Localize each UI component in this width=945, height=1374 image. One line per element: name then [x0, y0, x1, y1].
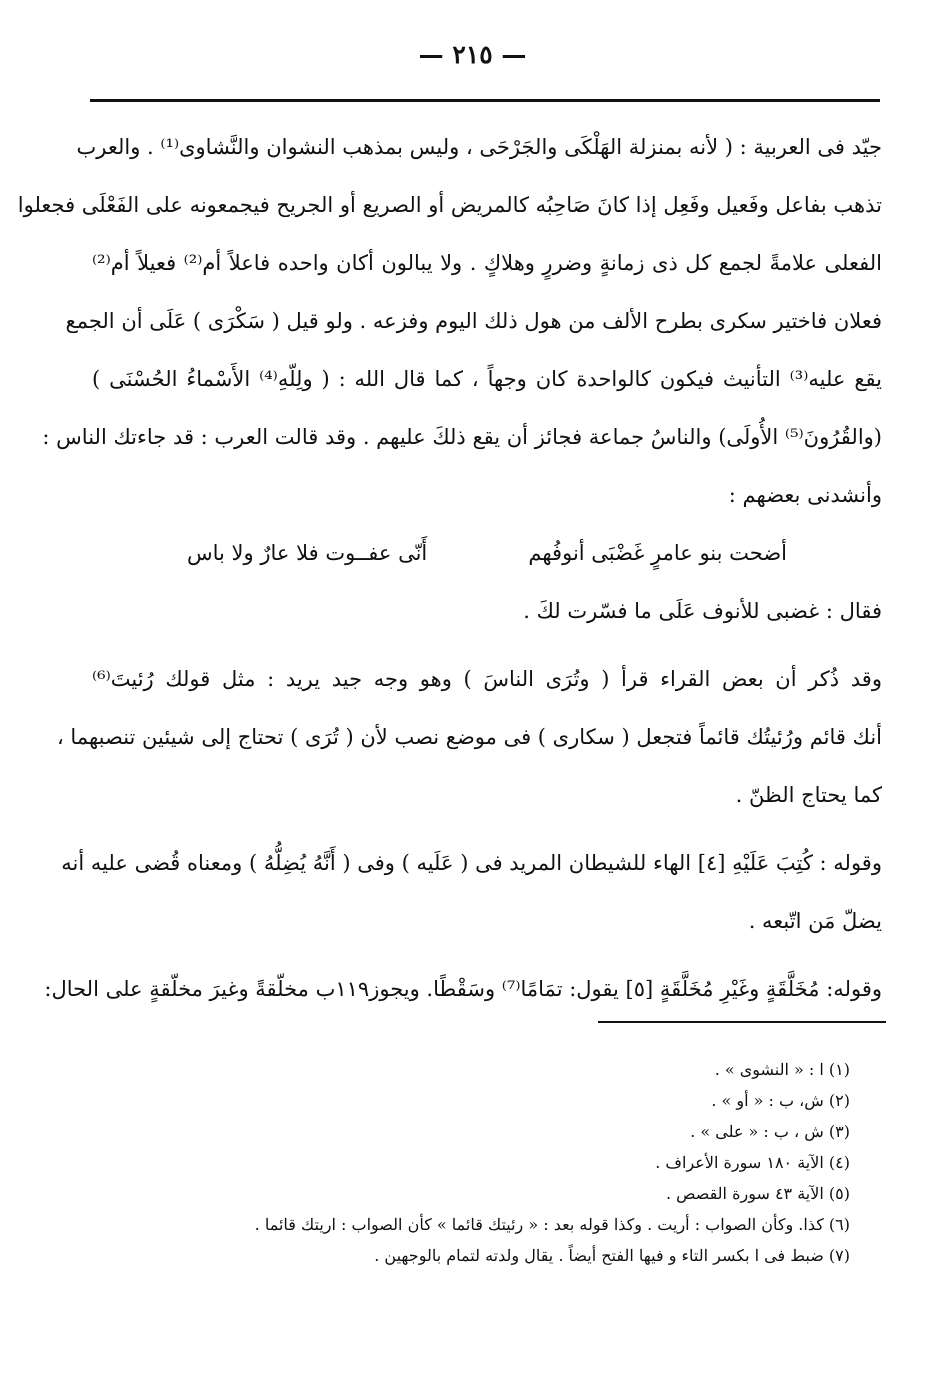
verse-second-hemistich: أَنّى عفــوت فلا عارٌ ولا باس [187, 541, 428, 565]
footnote: (٥) الآية ٤٣ سورة القصص . [665, 1184, 850, 1203]
text-line: فقال : غضبى للأنوف عَلَى ما فسّرت لكَ . [523, 599, 882, 623]
poetry-verse [92, 524, 882, 582]
footnotes [150, 1054, 850, 1271]
text-line: كما يحتاج الظنّ . [735, 783, 882, 807]
header-rule [90, 99, 880, 102]
text-line: أنك قائم ورُئيتُك قائماً فتجعل ( سكارى ) فى موضع نصب لأن ( تُرَى ) تحتاج إلى شيئين تنصبهما ، [56, 725, 882, 749]
text-line: فعلان فاختير سكرى بطرح الألف من هول ذلك اليوم وفزعه . ولو قيل ( سَكْرَى ) عَلَى أن الجمع [65, 309, 882, 333]
text-line: تذهب بفاعل وفَعيل وفَعِل إذا كانَ صَاحِبُه كالمريض أو الصريع أو الجريح فيجمعونه على الفَعْلَى فجعلوا [17, 193, 882, 217]
footnote-rule [598, 1021, 886, 1023]
text-line: وقد ذُكر أن بعض القراء قرأ ( وتُرَى الناسَ ) وهو وجه جيد يريد : مثل قولك رُئيتَ⁽⁶⁾ [92, 667, 882, 691]
page-number: — ٢١٥ — [418, 40, 527, 69]
footnote: (٣) ش ، ب : « على » . [690, 1122, 850, 1141]
text-line: (والقُرُونَ⁽⁵⁾ الأُولَى) والناسُ جماعة فجائز أن يقع ذلكَ عليهم . وقد قالت العرب : قد جاءتك الناس : [42, 425, 882, 449]
text-line: الفعلى علامةً لجمع كل ذى زمانةٍ وضررٍ وهلاكٍ . ولا يبالون أكان واحده فاعلاً أم⁽²⁾ فعيلاً أم⁽²⁾ [92, 251, 882, 275]
text-line: وقوله: مُخَلَّقَةٍ وغَيْرِ مُخَلَّقَةٍ [٥] يقول: تمَامًا⁽⁷⁾ وسَقْطًا. ويجوز١١٩ب مخلّقةً وغيرَ مخلّقةٍ على الحال: [44, 977, 882, 1001]
footnote: (٧) ضبط فى ا بكسر التاء و فيها الفتح أيضاً . يقال ولدته لتمام بالوجهين . [374, 1246, 850, 1265]
text-line: يضلّ مَن اتّبعه . [748, 909, 882, 933]
text-line: وقوله : كُتِبَ عَلَيْهِ [٤] الهاء للشيطان المريد فى ( عَلَيه ) وفى ( أَنَّهُ يُضِلُّهُ ) ومعناه قُضى عليه أنه [61, 851, 882, 875]
footnote: (٢) ش، ب : « أو » . [711, 1091, 850, 1110]
verse-first-hemistich: أضحت بنو عامرٍ غَضْبَى أنوفُهم [528, 541, 787, 565]
footnote: (١) ا : « النشوى » . [714, 1060, 850, 1079]
text-line: يقع عليه⁽³⁾ التأنيث فيكون كالواحدة كان وجهاً ، كما قال الله : ( ولِلّهِ⁽⁴⁾ الأَسْماءُ الحُسْنَى ) [92, 367, 882, 391]
footnote: (٦) كذا. وكأن الصواب : أريت . وكذا قوله بعد : « رئيتك قائما » كأن الصواب : اريتك قائما . [254, 1215, 850, 1234]
text-line: جيّد فى العربية : ( لأنه بمنزلة الهَلْكَى والجَرْحَى ، وليس بمذهب النشوان والنَّشاوى⁽¹⁾ . والعرب [76, 135, 882, 159]
main-text [17, 118, 882, 1018]
footnote: (٤) الآية ١٨٠ سورة الأعراف . [655, 1153, 850, 1172]
text-line: وأنشدنى بعضهم : [728, 483, 882, 507]
